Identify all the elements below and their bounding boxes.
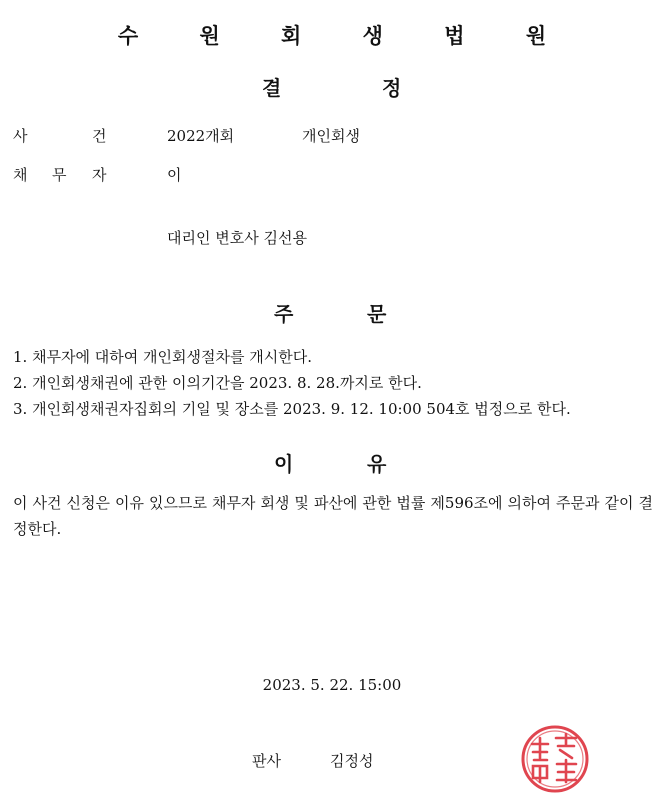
case-kind: 개인회생: [302, 127, 360, 145]
judge-name: 김정성: [330, 752, 374, 770]
court-name: 수 원 회 생 법 원: [117, 24, 574, 48]
case-label-char-1: 사: [13, 127, 28, 145]
order-item-3: 3. 개인회생채권자집회의 기일 및 장소를 2023. 9. 12. 10:00 504호 법정으로 한다.: [13, 400, 571, 418]
judge-title: 판사: [252, 752, 281, 770]
reason-heading-char-1: 이: [274, 452, 294, 476]
reason-heading-char-2: 유: [367, 452, 387, 476]
debtor-label-char-2: 무: [52, 166, 67, 184]
reason-text: 이 사건 신청은 이유 있으므로 채무자 회생 및 파산에 관한 법률 제596조에 의하여 주문과 같이 결정한다.: [13, 494, 653, 538]
debtor-label-char-3: 자: [92, 166, 107, 184]
order-heading-char-2: 문: [367, 302, 387, 326]
order-item-2: 2. 개인회생채권에 관한 이의기간을 2023. 8. 28.까지로 한다.: [13, 374, 422, 392]
debtor-label-char-1: 채: [13, 166, 28, 184]
doc-type-char-1: 결: [262, 76, 282, 100]
decision-datetime: 2023. 5. 22. 15:00: [262, 676, 402, 694]
doc-type-char-2: 정: [382, 76, 402, 100]
debtor-name: 이: [167, 166, 182, 184]
case-label-char-2: 건: [92, 127, 107, 145]
debtor-agent: 대리인 변호사 김선용: [167, 229, 307, 247]
order-heading-char-1: 주: [274, 302, 294, 326]
case-number: 2022개회: [167, 127, 235, 145]
judge-seal-stamp: [520, 724, 590, 794]
order-item-1: 1. 채무자에 대하여 개인회생절차를 개시한다.: [13, 348, 312, 366]
